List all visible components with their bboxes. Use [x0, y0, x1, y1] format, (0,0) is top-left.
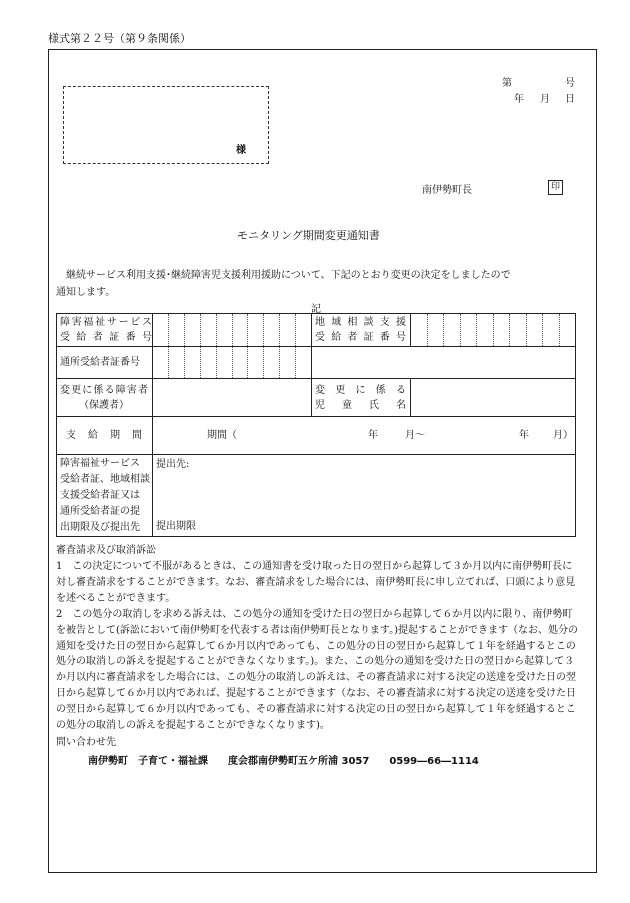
period-open: 期間（: [207, 430, 237, 441]
issuer-name: 南伊勢町長: [422, 185, 472, 196]
day-service-number-input[interactable]: [153, 347, 312, 379]
date-month: 月: [540, 94, 550, 105]
cell-community-consult-label: 地域相談支援 受給者証番号: [312, 314, 411, 347]
submission-deadline-label: 提出期限: [156, 521, 196, 532]
record-table: [56, 313, 576, 537]
period-month2: 月）: [553, 430, 573, 441]
row-day-service-number: [57, 347, 576, 379]
document-title: モニタリング期間変更通知書: [237, 229, 380, 242]
appeal-item-2: 2 この処分の取消しを求める訴えは、この処分の通知を受けた日の翌日から起算して６か月以内に限り、南伊勢町を被告として(訴訟において南伊勢町を代表する者は南伊勢町長となります。)提起することができます（なお、処分の通知を受けた日の翌日から起算して６か月以内であっても、この処分の日の翌日から起算して１年を経過するとこの処分の取消しの訴えを提起することができなくなります。)。また、この処分の通知を受けた日の翌日から起算して３か月以内に審査請求をした場合には、この処分の取消しの訴えは、その審査請求に対する決定の送達を受けた日の翌日から起算して６か月以内であれば、提起することができます（なお、その審査請求に対する決定の送達を受けた日の翌日から起算して６か月以内であっても、その審査請求に対する決定の日の翌日から起算して１年を経過するとこの処分の取消しの訴えを提起することができなくなります)。: [56, 609, 579, 731]
addressee-sama: 様: [236, 145, 246, 156]
submission-destination-label: 提出先:: [156, 459, 190, 470]
period-year2: 年: [519, 430, 529, 441]
contact-heading: 問い合わせ先: [56, 737, 116, 748]
disabled-person-name-input[interactable]: [153, 379, 312, 417]
date-year: 年: [514, 94, 524, 105]
row-recipient-numbers: [57, 314, 576, 347]
contact-info: 南伊勢町 子育て・福祉課 度会郡南伊勢町五ケ所浦 3057 0599―66―1114: [88, 756, 479, 767]
row-submission: [57, 455, 576, 537]
cell-welfare-service-label: 障害福祉サービス 受給者証番号: [57, 314, 153, 347]
submission-input[interactable]: [153, 455, 576, 537]
cell-day-service-label: 通所受給者証番号: [57, 347, 153, 379]
cell-blank: [312, 347, 576, 379]
period-input[interactable]: [153, 417, 576, 455]
row-names: [57, 379, 576, 417]
community-consult-number-input[interactable]: [411, 314, 576, 347]
row-period: [57, 417, 576, 455]
appeal-item-1: 1 この決定について不服があるときは、この通知書を受け取った日の翌日から起算して３か月以内に南伊勢町長に対し審査請求をすることができます。なお、審査請求をした場合には、南伊勢町長に申し立てれば、口頭により意見を述べることができます。: [56, 561, 576, 604]
period-year1: 年: [368, 430, 378, 441]
body-text-line1: 継続サービス利用支援･継続障害児支援利用援助について、下記のとおり変更の決定をしましたので: [66, 270, 511, 281]
cell-child-name-label: 変更に係る 児童氏名: [312, 379, 411, 417]
form-code: 様式第２２号（第９条関係）: [48, 32, 191, 45]
period-month1: 月～: [405, 430, 425, 441]
date-day: 日: [565, 94, 575, 105]
body-text-line2: 通知します。: [56, 287, 116, 298]
welfare-service-number-input[interactable]: [153, 314, 312, 347]
appeal-heading: 審査請求及び取消訴訟: [56, 545, 156, 556]
cell-period-label: 支給期間: [57, 417, 153, 455]
cell-disabled-person-label: 変更に係る障害者 （保護者）: [57, 379, 153, 417]
ki-label: 記: [311, 304, 321, 315]
seal-mark: 印: [548, 180, 563, 195]
child-name-input[interactable]: [411, 379, 576, 417]
doc-number-prefix: 第: [502, 78, 512, 89]
cell-submission-label: 障害福祉サービス 受給者証、地域相談 支援受給者証又は 通所受給者証の提 出期限及び提出先: [57, 455, 153, 537]
doc-number-suffix: 号: [565, 78, 575, 89]
